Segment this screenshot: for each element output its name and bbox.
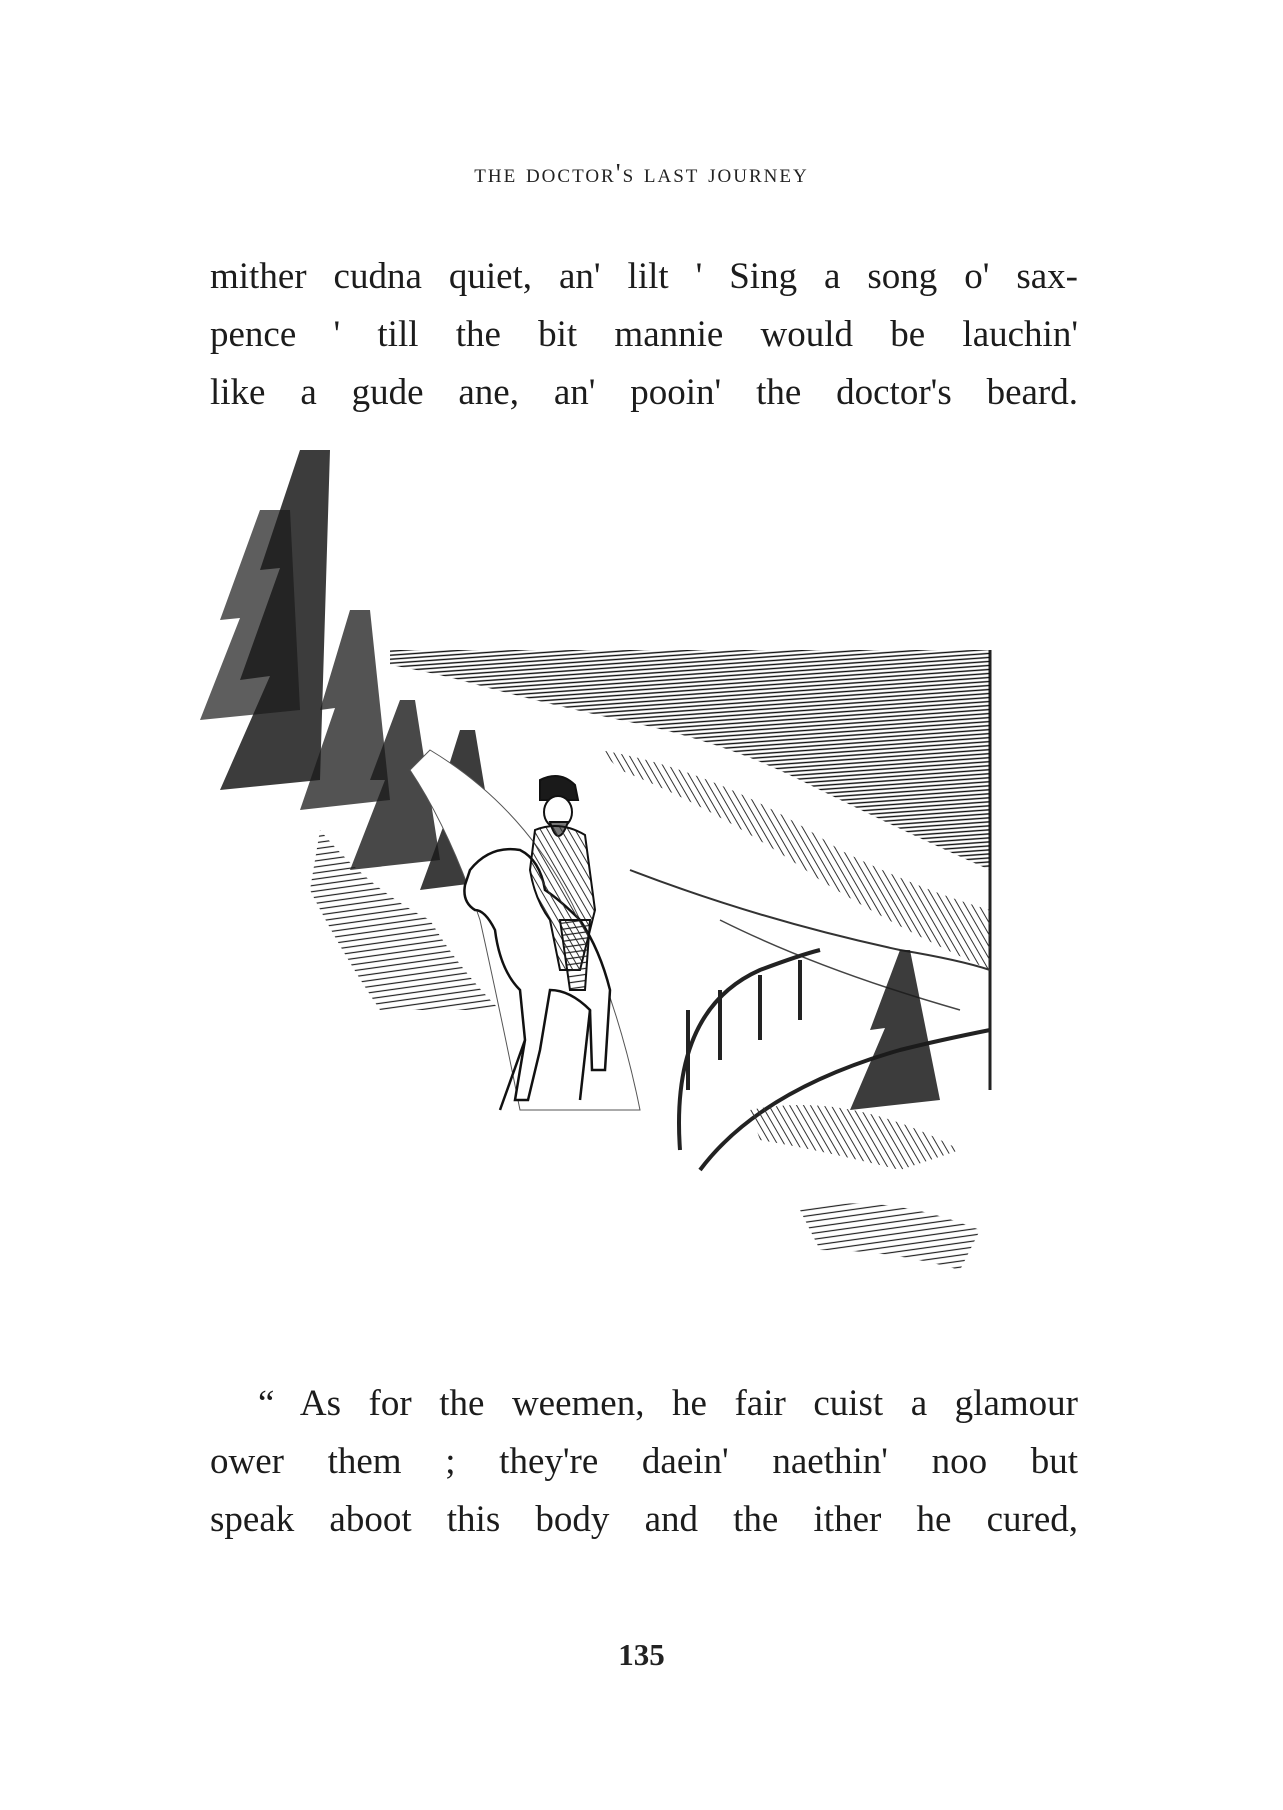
text-line: “ As for the weemen, he fair cuist a glamour [258, 1383, 1078, 1424]
paragraph-bottom [210, 1375, 1078, 1549]
ground-shading [800, 1203, 980, 1270]
running-head: the doctor's last journey [474, 158, 809, 188]
text-line: pence ' till the bit mannie would be lauchin' [210, 314, 1078, 355]
page-number: 135 [618, 1637, 665, 1672]
illustration-rider-on-mountain-road [200, 450, 1060, 1350]
paragraph-top [210, 248, 1078, 422]
text-line: ower them ; they're daein' naethin' noo but [210, 1441, 1078, 1482]
text-line: like a gude ane, an' pooin' the doctor's beard. [210, 372, 1078, 413]
text-line: speak aboot this body and the ither he cured, [210, 1499, 1078, 1540]
pine-tree-right [850, 950, 940, 1110]
text-line: mither cudna quiet, an' lilt ' Sing a song o' sax- [210, 256, 1078, 297]
